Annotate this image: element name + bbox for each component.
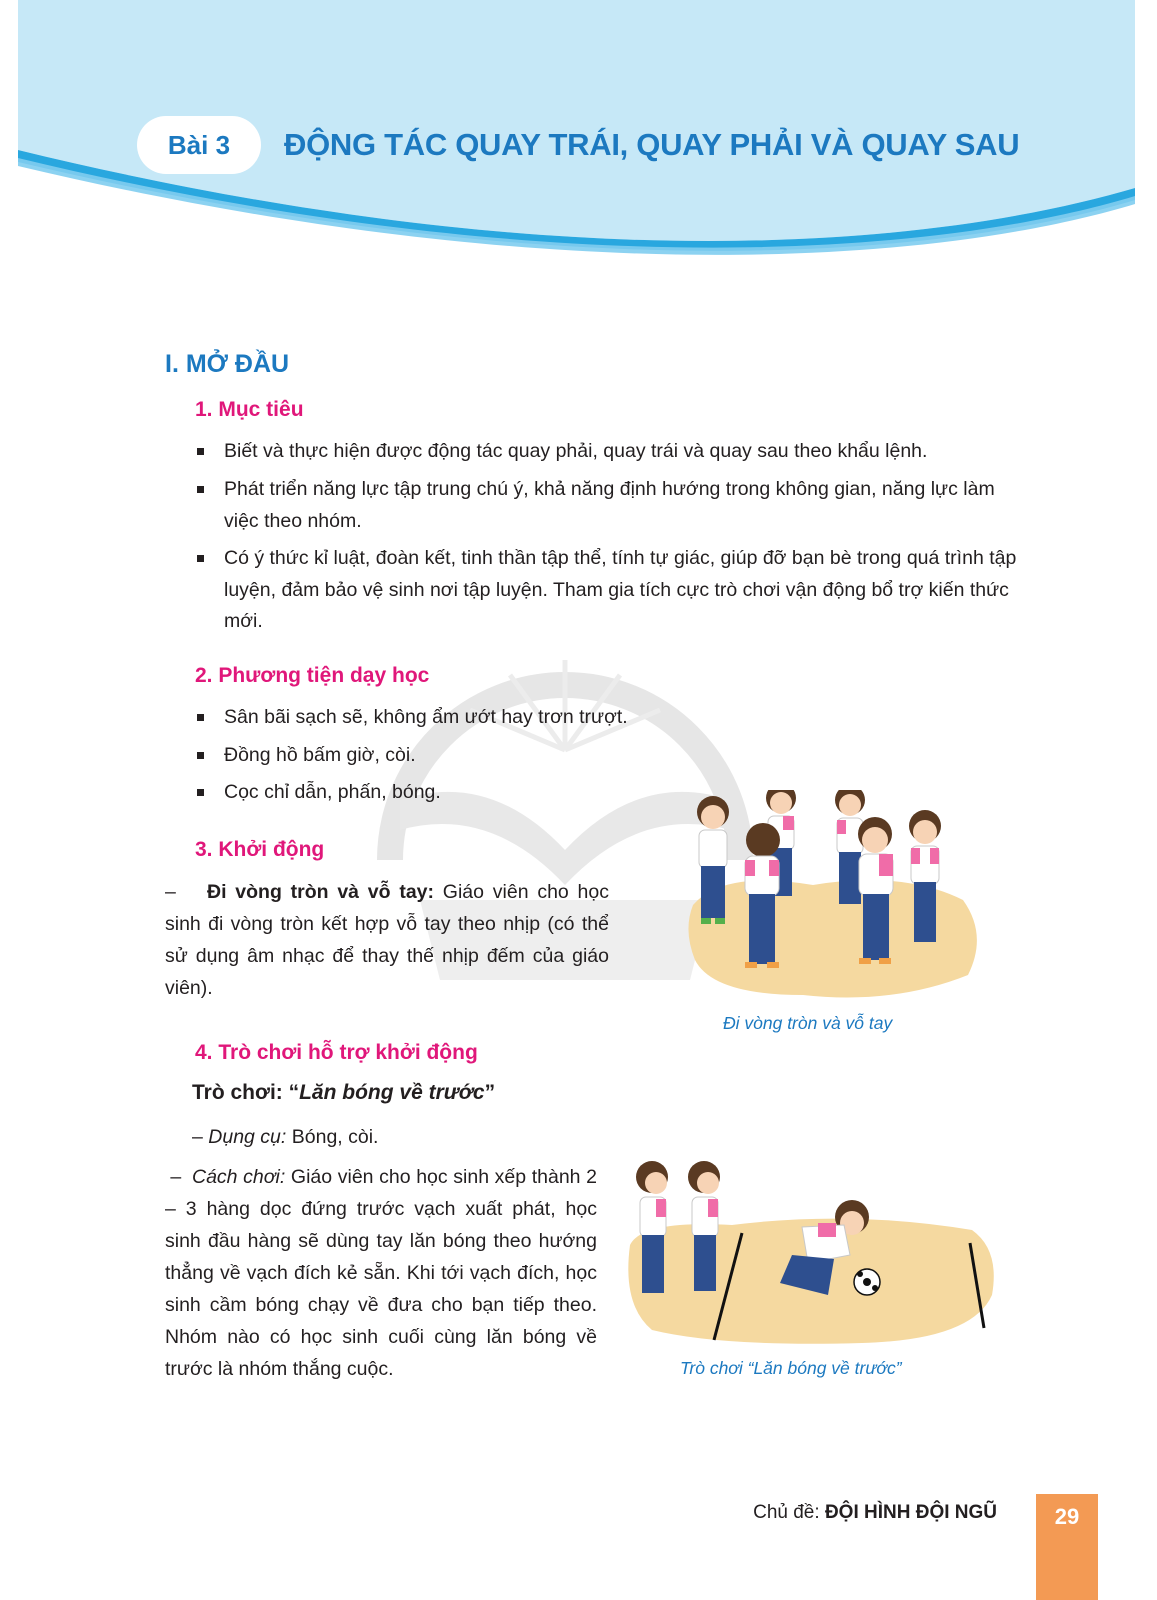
objective-2: Phát triển năng lực tập trung chú ý, khả năng định hướng trong không gian, năng lực làm việc theo nhóm.	[224, 478, 995, 532]
objectives-heading: 1. Mục tiêu	[195, 398, 304, 421]
ball-rolling-illustration	[622, 1155, 1002, 1355]
circle-walk-illustration	[683, 790, 993, 1010]
tools-text: Bóng, còi.	[291, 1126, 379, 1148]
warmup-text: Giáo viên cho học sinh đi vòng tròn kết hợp vỗ tay theo nhịp (có thể sử dụng âm nhạc để thay thế nhịp đếm của giáo viên).	[165, 881, 609, 999]
game-prefix: Trò chơi: “	[192, 1081, 300, 1104]
caption-circle-walk: Đi vòng tròn và vỗ tay	[723, 1013, 893, 1033]
topic-label: Chủ đề:	[753, 1502, 820, 1523]
game-suffix: ”	[484, 1081, 496, 1104]
lesson-number: Bài 3	[167, 129, 231, 160]
game-howto: – Cách chơi: Giáo viên cho học sinh xếp thành 2 – 3 hàng dọc đứng trước vạch xuất phát, học sinh đầu hàng sẽ dùng tay lăn bóng theo hướng thẳng về vạch đích kẻ sẵn. Khi tới vạch đích, học sinh cầm bóng chạy về đưa cho bạn tiếp theo. Nhóm nào có học sinh cuối cùng lăn bóng về trước là nhóm thắng cuộc.	[165, 1166, 598, 1380]
footer-topic	[753, 1502, 997, 1524]
warmup-paragraph: – Đi vòng tròn và vỗ tay: Giáo viên cho học sinh đi vòng tròn kết hợp vỗ tay theo nhịp (có thể sử dụng âm nhạc để thay thế nhịp đếm của giáo viên).	[165, 881, 609, 999]
objective-1: Biết và thực hiện được động tác quay phải, quay trái và quay sau theo khẩu lệnh.	[224, 440, 928, 462]
list-item	[197, 436, 1027, 468]
list-item	[197, 543, 1027, 638]
material-2: Đồng hồ bấm giờ, còi.	[224, 744, 416, 766]
lesson-title: ĐỘNG TÁC QUAY TRÁI, QUAY PHẢI VÀ QUAY SAU	[284, 127, 1020, 162]
material-3: Cọc chỉ dẫn, phấn, bóng.	[224, 781, 441, 803]
section-title: I. MỞ ĐẦU	[165, 350, 290, 378]
caption-ball-game: Trò chơi “Lăn bóng về trước”	[680, 1358, 902, 1378]
lesson-number-badge	[137, 116, 261, 174]
warmup-lead: Đi vòng tròn và vỗ tay:	[207, 881, 435, 903]
howto-text: Giáo viên cho học sinh xếp thành 2 – 3 hàng dọc đứng trước vạch xuất phát, học sinh đầu hàng sẽ dùng tay lăn bóng theo hướng thẳng về vạch đích kẻ sẵn. Khi tới vạch đích, học sinh cầm bóng chạy về đưa cho bạn tiếp theo. Nhóm nào có học sinh cuối cùng lăn bóng về trước là nhóm thắng cuộc.	[165, 1166, 598, 1380]
topic-name: ĐỘI HÌNH ĐỘI NGŨ	[824, 1502, 997, 1523]
list-item	[197, 474, 1027, 537]
material-1: Sân bãi sạch sẽ, không ẩm ướt hay trơn trượt.	[224, 706, 628, 728]
materials-heading: 2. Phương tiện dạy học	[195, 664, 430, 687]
howto-label: Cách chơi:	[192, 1166, 286, 1188]
game-name: Lăn bóng về trước	[299, 1081, 485, 1104]
page-number: 29	[1054, 1504, 1080, 1529]
objective-3: Có ý thức kỉ luật, đoàn kết, tinh thần tập thể, tính tự giác, giúp đỡ bạn bè trong quá trình tập luyện, đảm bảo vệ sinh nơi tập luyện. Tham gia tích cực trò chơi vận động bổ trợ kiến thức mới.	[224, 547, 1017, 632]
game-tools: – Dụng cụ: Bóng, còi.	[192, 1126, 379, 1148]
game-name-line	[192, 1081, 495, 1105]
game-heading: 4. Trò chơi hỗ trợ khởi động	[195, 1041, 478, 1064]
warmup-heading: 3. Khởi động	[195, 838, 325, 861]
tools-label: Dụng cụ:	[208, 1126, 287, 1148]
list-item	[197, 740, 1027, 772]
list-item	[197, 702, 1027, 734]
